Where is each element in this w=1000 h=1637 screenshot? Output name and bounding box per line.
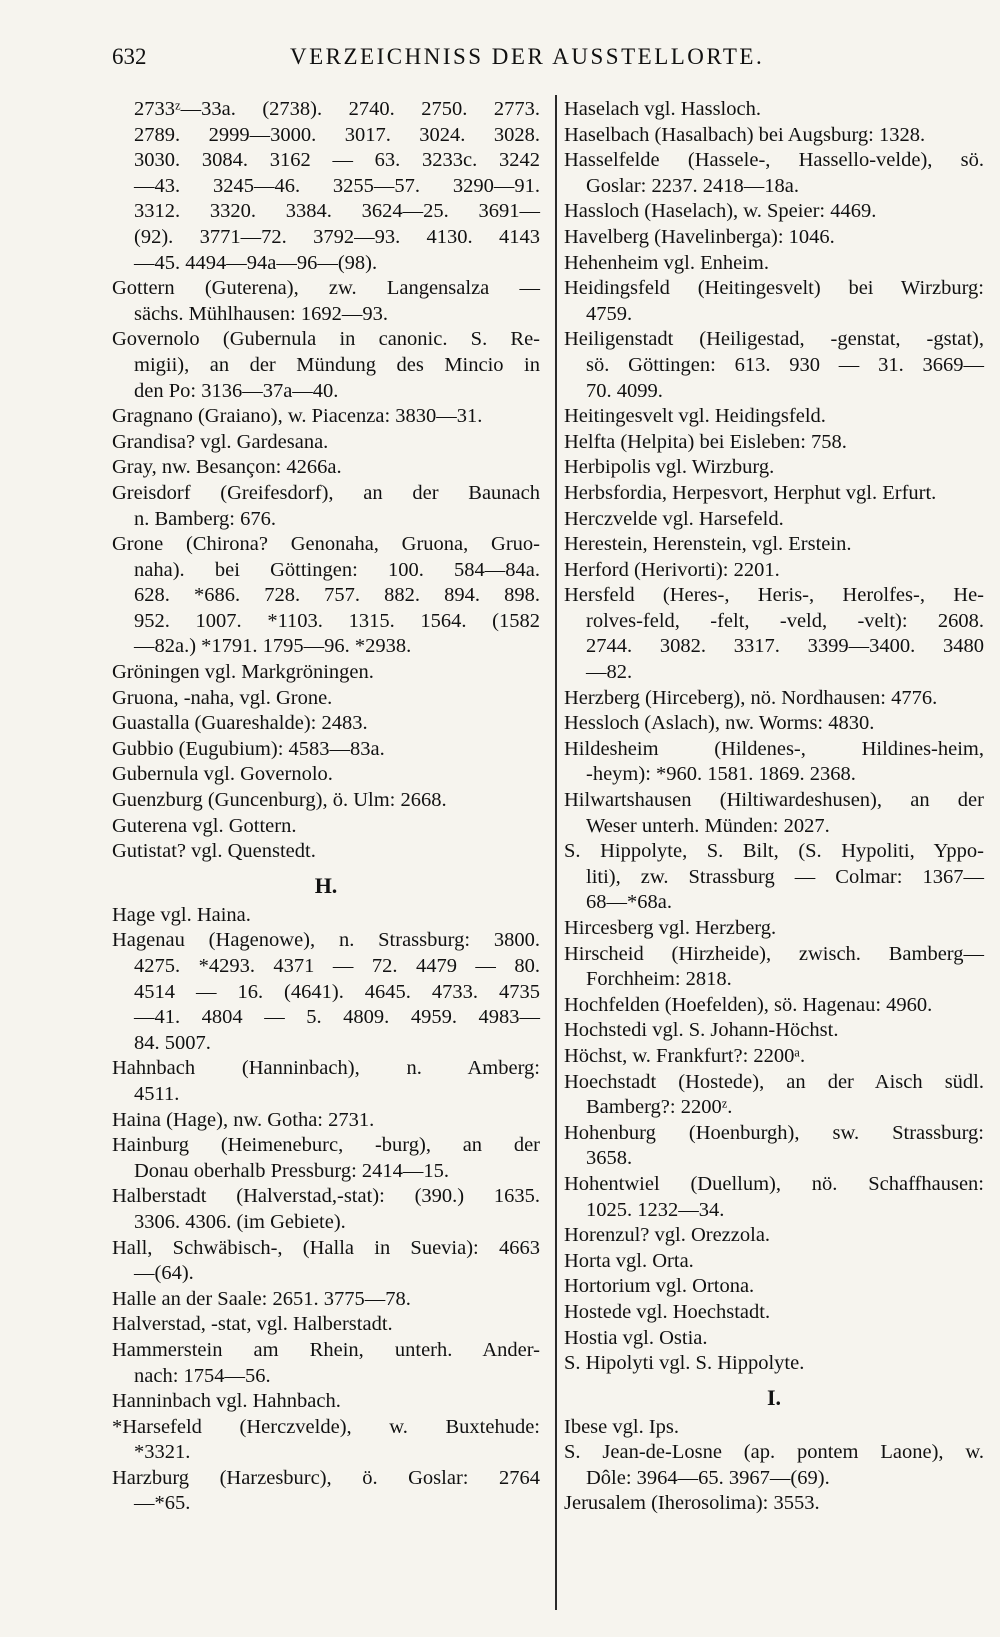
index-entry-line: Hostede vgl. Hoechstadt.	[564, 1300, 771, 1323]
right-column	[564, 97, 984, 1517]
index-entry-continuation: (92). 3771—72. 3792—93. 4130. 4143	[134, 225, 540, 248]
index-entry-line: Herford (Herivorti): 2201.	[564, 558, 780, 581]
index-entry-line: Hohentwiel (Duellum), nö. Schaffhausen:	[564, 1172, 984, 1195]
index-entry-line: Gruona, -naha, vgl. Grone.	[112, 686, 333, 709]
index-entry-continuation: —(64).	[134, 1262, 194, 1285]
index-entry-continuation: 1025. 1232—34.	[586, 1198, 725, 1221]
index-entry-line: Hochstedi vgl. S. Johann-Höchst.	[564, 1019, 839, 1042]
index-entry-line: Grone (Chirona? Genonaha, Gruona, Gruo-	[112, 533, 540, 556]
index-entry-line: Herzberg (Hirceberg), nö. Nordhausen: 4776.	[564, 686, 938, 709]
index-entry-continuation: migii), an der Mündung des Mincio in	[134, 353, 540, 376]
index-entry-continuation: —43. 3245—46. 3255—57. 3290—91.	[134, 174, 540, 197]
index-entry-line: Herczvelde vgl. Harsefeld.	[564, 507, 784, 530]
index-entry-continuation: 84. 5007.	[134, 1031, 211, 1054]
index-entry-line: *Harsefeld (Herczvelde), w. Buxtehude:	[112, 1415, 540, 1438]
index-entry-continuation: —82a.) *1791. 1795—96. *2938.	[134, 635, 412, 658]
index-entry-line: S. Hippolyte, S. Bilt, (S. Hypoliti, Yppo-	[564, 840, 984, 863]
index-entry-continuation: naha). bei Göttingen: 100. 584—84a.	[134, 558, 540, 581]
index-entry-line: Hoechstadt (Hostede), an der Aisch südl.	[564, 1070, 984, 1093]
section-heading: I.	[766, 1384, 782, 1410]
index-entry-line: Gray, nw. Besançon: 4266a.	[112, 456, 342, 479]
index-entry-line: Helfta (Helpita) bei Eisleben: 758.	[564, 430, 847, 453]
index-entry-continuation: —*65.	[134, 1492, 191, 1515]
index-entry-line: Horta vgl. Orta.	[564, 1249, 694, 1272]
index-entry-continuation: rolves-feld, -felt, -veld, -velt): 2608.	[586, 609, 984, 632]
index-entry-line: Hersfeld (Heres-, Heris-, Herolfes-, He-	[564, 584, 984, 607]
index-entry-line: Hammerstein am Rhein, unterh. Ander-	[112, 1338, 540, 1361]
index-entry-line: Ibese vgl. Ips.	[564, 1415, 680, 1438]
index-entry-continuation: 2733ᶻ—33a. (2738). 2740. 2750. 2773.	[134, 98, 540, 120]
index-entry-line: Havelberg (Havelinberga): 1046.	[564, 225, 835, 248]
index-entry-line: Hassloch (Haselach), w. Speier: 4469.	[564, 200, 877, 223]
index-entry-continuation: -heym): *960. 1581. 1869. 2368.	[586, 763, 856, 786]
index-entry-continuation: *3321.	[134, 1441, 191, 1464]
index-entry-line: S. Jean-de-Losne (ap. pontem Laone), w.	[564, 1441, 984, 1464]
index-entry-continuation: 68—*68a.	[586, 891, 672, 914]
index-entry-line: Hahnbach (Hanninbach), n. Amberg:	[112, 1057, 540, 1080]
index-entry-line: Hostia vgl. Ostia.	[564, 1326, 708, 1349]
index-entry-continuation: sächs. Mühlhausen: 1692—93.	[134, 302, 388, 325]
index-entry-line: Hortorium vgl. Ortona.	[564, 1275, 755, 1298]
index-entry-line: Gröningen vgl. Markgröningen.	[112, 661, 374, 684]
index-entry-line: Greisdorf (Greifesdorf), an der Baunach	[112, 481, 540, 504]
index-entry-line: Hircesberg vgl. Herzberg.	[564, 917, 777, 939]
index-entry-continuation: n. Bamberg: 676.	[134, 507, 276, 530]
index-entry-continuation: 3658.	[586, 1147, 633, 1170]
running-title: VERZEICHNISS DER AUSSTELLORTE.	[290, 44, 765, 69]
index-entry-line: Guastalla (Guareshalde): 2483.	[112, 712, 368, 735]
index-entry-line: Hanninbach vgl. Hahnbach.	[112, 1390, 341, 1413]
page-number: 632	[112, 44, 147, 69]
index-entry-line: Guterena vgl. Gottern.	[112, 814, 297, 837]
index-entry-continuation: Goslar: 2237. 2418—18a.	[586, 174, 799, 197]
index-entry-line: Höchst, w. Frankfurt?: 2200ᵃ.	[564, 1044, 806, 1067]
index-entry-continuation: 2789. 2999—3000. 3017. 3024. 3028.	[134, 123, 540, 146]
index-entry-line: Heitingesvelt vgl. Heidingsfeld.	[564, 405, 826, 428]
index-entry-line: Herestein, Herenstein, vgl. Erstein.	[564, 533, 852, 556]
index-entry-line: Gubbio (Eugubium): 4583—83a.	[112, 737, 385, 760]
index-entry-continuation: 628. *686. 728. 757. 882. 894. 898.	[134, 584, 540, 607]
index-entry-line: Hall, Schwäbisch-, (Halla in Suevia): 4663	[112, 1236, 540, 1259]
index-entry-continuation: 4514 — 16. (4641). 4645. 4733. 4735	[134, 980, 540, 1003]
index-entry-continuation: liti), zw. Strassburg — Colmar: 1367—	[586, 865, 984, 888]
page-header	[112, 40, 962, 80]
index-entry-line: Hohenburg (Hoenburgh), sw. Strassburg:	[564, 1121, 984, 1144]
index-entry-line: Herbsfordia, Herpesvort, Herphut vgl. Erfurt.	[564, 481, 937, 504]
index-entry-continuation: Weser unterh. Münden: 2027.	[586, 814, 830, 837]
index-entry-continuation: 70. 4099.	[586, 379, 663, 402]
index-entry-continuation: 952. 1007. *1103. 1315. 1564. (1582	[134, 609, 540, 632]
index-entry-line: Heidingsfeld (Heitingesvelt) bei Wirzburg:	[564, 277, 984, 300]
column-divider	[555, 95, 557, 1610]
index-entry-continuation: —45. 4494—94a—96—(98).	[134, 251, 378, 274]
index-entry-continuation: 3312. 3320. 3384. 3624—25. 3691—	[134, 200, 540, 223]
index-entry-line: Hehenheim vgl. Enheim.	[564, 251, 769, 274]
index-entry-continuation: 3030. 3084. 3162 — 63. 3233c. 3242	[134, 149, 540, 172]
index-entry-continuation: 4275. *4293. 4371 — 72. 4479 — 80.	[134, 955, 540, 977]
index-entry-continuation: —41. 4804 — 5. 4809. 4959. 4983—	[134, 1006, 540, 1029]
index-entry-continuation: Dôle: 3964—65. 3967—(69).	[586, 1466, 830, 1489]
index-entry-line: Jerusalem (Iherosolima): 3553.	[564, 1492, 820, 1515]
index-entry-line: Herbipolis vgl. Wirzburg.	[564, 456, 775, 479]
index-entry-line: Haselbach (Hasalbach) bei Augsburg: 1328.	[564, 123, 926, 146]
index-entry-line: Hochfelden (Hoefelden), sö. Hagenau: 4960.	[564, 993, 933, 1016]
index-entry-line: Hilwartshausen (Hiltiwardeshusen), an der	[564, 789, 984, 812]
index-entry-line: Gottern (Guterena), zw. Langensalza —	[112, 277, 540, 300]
index-entry-line: Guenzburg (Guncenburg), ö. Ulm: 2668.	[112, 789, 447, 812]
index-entry-continuation: 2744. 3082. 3317. 3399—3400. 3480	[586, 635, 984, 658]
index-entry-continuation: 4511.	[134, 1082, 180, 1105]
index-entry-continuation: —82.	[586, 661, 633, 684]
index-entry-line: Hage vgl. Haina.	[112, 903, 251, 926]
index-entry-continuation: Donau oberhalb Pressburg: 2414—15.	[134, 1159, 450, 1182]
index-entry-line: Harzburg (Harzesburc), ö. Goslar: 2764	[112, 1466, 540, 1489]
index-entry-line: S. Hipolyti vgl. S. Hippolyte.	[564, 1352, 805, 1375]
index-entry-line: Hildesheim (Hildenes-, Hildines-heim,	[564, 737, 984, 760]
index-entry-continuation: 4759.	[586, 302, 633, 325]
index-entry-continuation: den Po: 3136—37a—40.	[134, 379, 339, 402]
index-entry-line: Heiligenstadt (Heiligestad, -genstat, -gstat),	[564, 328, 984, 351]
index-entry-line: Hirscheid (Hirzheide), zwisch. Bamberg—	[564, 942, 984, 965]
index-entry-line: Hessloch (Aslach), nw. Worms: 4830.	[564, 712, 875, 735]
index-entry-line: Halle an der Saale: 2651. 3775—78.	[112, 1287, 411, 1310]
index-entry-line: Halberstadt (Halverstad,-stat): (390.) 1635.	[112, 1185, 540, 1208]
index-entry-continuation: Bamberg?: 2200ᶻ.	[586, 1096, 733, 1119]
index-entry-line: Gutistat? vgl. Quenstedt.	[112, 840, 316, 863]
index-entry-line: Halverstad, -stat, vgl. Halberstadt.	[112, 1313, 393, 1336]
index-entry-line: Haselach vgl. Hassloch.	[564, 98, 761, 120]
index-entry-continuation: nach: 1754—56.	[134, 1364, 271, 1387]
index-entry-line: Governolo (Gubernula in canonic. S. Re-	[112, 328, 540, 351]
index-entry-line: Gragnano (Graiano), w. Piacenza: 3830—31.	[112, 405, 483, 428]
index-entry-line: Hainburg (Heimeneburc, -burg), an der	[112, 1134, 540, 1157]
index-entry-line: Grandisa? vgl. Gardesana.	[112, 430, 329, 453]
index-entry-continuation: sö. Göttingen: 613. 930 — 31. 3669—	[586, 353, 984, 376]
left-column	[112, 97, 540, 1517]
index-entry-continuation: Forchheim: 2818.	[586, 968, 732, 991]
index-entry-line: Hagenau (Hagenowe), n. Strassburg: 3800.	[112, 929, 540, 952]
index-entry-line: Gubernula vgl. Governolo.	[112, 763, 333, 786]
index-entry-continuation: 3306. 4306. (im Gebiete).	[134, 1210, 346, 1233]
index-entry-line: Horenzul? vgl. Orezzola.	[564, 1224, 771, 1247]
section-heading: H.	[314, 872, 338, 898]
index-entry-line: Haina (Hage), nw. Gotha: 2731.	[112, 1108, 375, 1131]
index-entry-line: Hasselfelde (Hassele-, Hassello-velde), sö.	[564, 149, 984, 172]
